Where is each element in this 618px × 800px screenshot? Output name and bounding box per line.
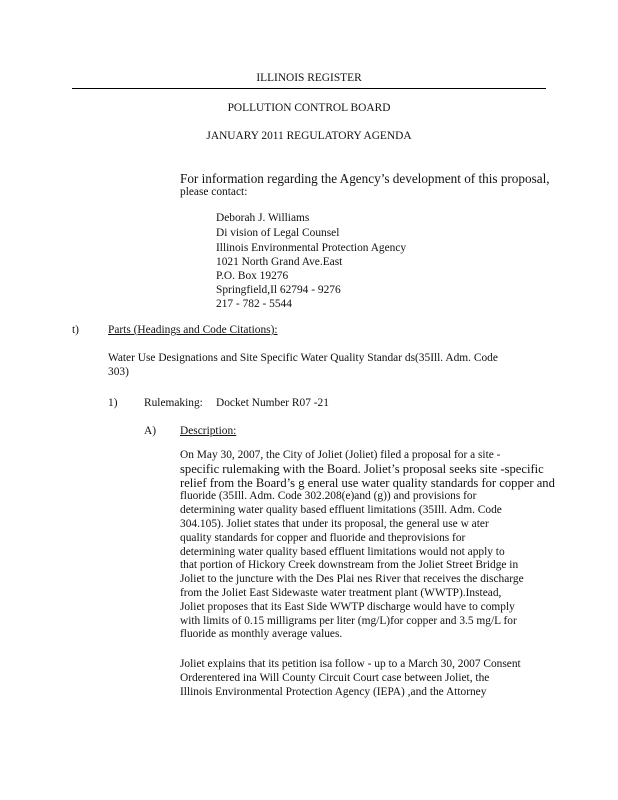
docket-number: Docket Number R07 -21 <box>216 397 329 409</box>
agenda-title: JANUARY 2011 REGULATORY AGENDA <box>206 130 412 142</box>
paragraph-line: specific rulemaking with the Board. Joliet’s proposal seeks site -specific <box>180 461 544 476</box>
paragraph-line: On May 30, 2007, the City of Joliet (Joliet) filed a proposal for a site - <box>180 449 501 461</box>
contact-street: 1021 North Grand Ave.East <box>216 256 343 268</box>
contact-lead-line2: please contact: <box>180 186 248 198</box>
paragraph-line: Illinois Environmental Protection Agency (IEPA) ,and the Attorney <box>180 685 487 698</box>
paragraph-line: from the Joliet East Sidewaste water treatment plant (WWTP).Instead, <box>180 586 502 599</box>
paragraph-line: fluoride as monthly average values. <box>180 628 343 641</box>
section-marker: t) <box>72 324 79 336</box>
paragraph-line: determining water quality based effluent limitations (35Ill. Adm. Code <box>180 504 502 517</box>
description-label: Description: <box>180 425 237 437</box>
paragraph-line: 304.105). Joliet states that under its proposal, the general use w ater <box>180 517 489 530</box>
section-heading: Parts (Headings and Code Citations): <box>108 324 278 336</box>
description-paragraph-1 <box>180 449 555 642</box>
paragraph-line: Orderentered ina Will County Circuit Court case between Joliet, the <box>180 671 490 684</box>
contact-division: Di vision of Legal Counsel <box>216 227 340 239</box>
subitem-marker: A) <box>144 425 157 437</box>
contact-city: Springfield,Il 62794 - 9276 <box>216 284 341 296</box>
paragraph-line: relief from the Board’s g eneral use water quality standards for copper and <box>180 475 555 490</box>
paragraph-line: Joliet explains that its petition isa follow - up to a March 30, 2007 Consent <box>180 658 521 670</box>
section-parts-line2: 303) <box>108 366 129 378</box>
paragraph-line: with limits of 0.15 milligrams per liter (mg/L)for copper and 3.5 mg/L for <box>180 614 517 627</box>
paragraph-line: Joliet proposes that its East Side WWTP discharge would have to comply <box>180 600 515 613</box>
header-divider <box>72 88 546 89</box>
contact-agency: Illinois Environmental Protection Agency <box>216 242 407 254</box>
paragraph-line: quality standards for copper and fluoride and theprovisions for <box>180 531 466 544</box>
contact-phone: 217 - 782 - 5544 <box>216 298 292 310</box>
contact-po-box: P.O. Box 19276 <box>216 270 289 282</box>
paragraph-line: Joliet to the juncture with the Des Plai nes River that receives the discharge <box>180 573 524 586</box>
paragraph-line: that portion of Hickory Creek downstream from the Joliet Street Bridge in <box>180 559 519 572</box>
contact-name: Deborah J. Williams <box>216 212 310 224</box>
description-paragraph-2 <box>180 658 536 699</box>
paragraph-line: determining water quality based effluent limitations would not apply to <box>180 545 505 558</box>
register-title: ILLINOIS REGISTER <box>256 72 362 84</box>
paragraph-line: fluoride (35Ill. Adm. Code 302.208(e)and (g)) and provisions for <box>180 490 477 503</box>
board-title: POLLUTION CONTROL BOARD <box>227 102 391 114</box>
rulemaking-label: Rulemaking: <box>144 397 203 409</box>
section-parts-line1: Water Use Designations and Site Specific Water Quality Standar ds(35Ill. Adm. Code <box>108 352 498 364</box>
contact-lead-line1: For information regarding the Agency’s development of this proposal, <box>180 171 550 186</box>
item-marker: 1) <box>108 397 118 409</box>
